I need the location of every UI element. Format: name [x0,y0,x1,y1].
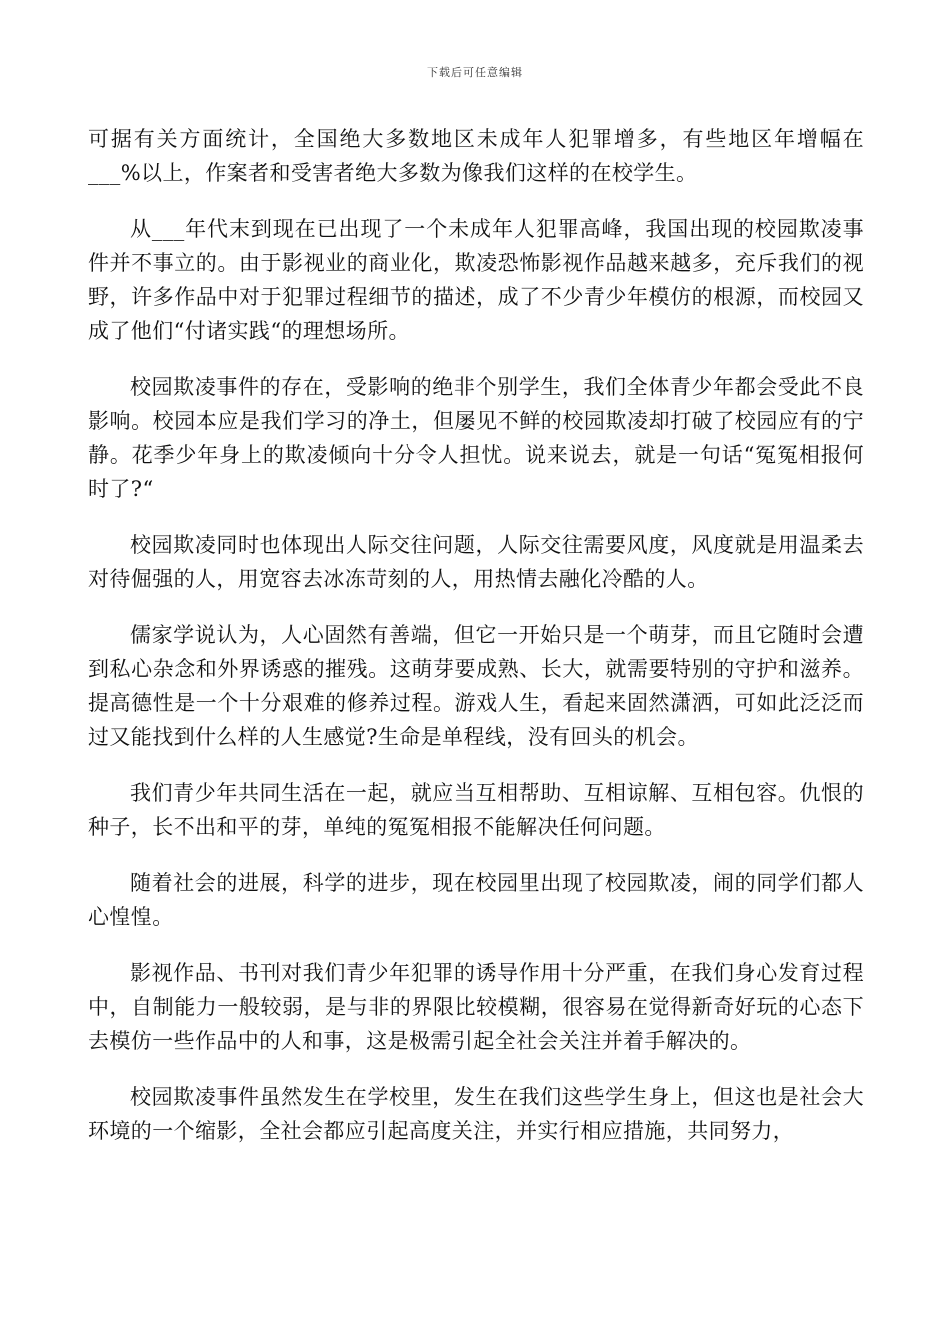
paragraph-7: 随着社会的进展，科学的进步，现在校园里出现了校园欺凌，闹的同学们都人心惶惶。 [88,871,864,929]
paragraph-1: 可据有关方面统计，全国绝大多数地区未成年人犯罪增多，有些地区年增幅在___%以上，作案者和受害者绝大多数为像我们这样的在校学生。 [88,127,864,185]
paragraph-2: 从___年代末到现在已出现了一个未成年人犯罪高峰，我国出现的校园欺凌事件并不事立的。由于影视业的商业化，欺凌恐怖影视作品越来越多，充斥我们的视野，许多作品中对于犯罪过程细节的描述，成了不少青少年模仿的根源，而校园又成了他们“付诸实践“的理想场所。 [88,217,864,343]
paragraph-8: 影视作品、书刊对我们青少年犯罪的诱导作用十分严重，在我们身心发育过程中，自制能力一般较弱，是与非的界限比较模糊，很容易在觉得新奇好玩的心态下去模仿一些作品中的人和事，这是极需引起全社会关注并着手解决的。 [88,961,864,1053]
page-header: 下载后可任意编辑 [427,66,523,79]
paragraph-3: 校园欺凌事件的存在，受影响的绝非个别学生，我们全体青少年都会受此不良影响。校园本应是我们学习的净土，但屡见不鲜的校园欺凌却打破了校园应有的宁静。花季少年身上的欺凌倾向十分令人担忧。说来说去，就是一句话“冤冤相报何时了?“ [88,375,864,501]
document-body [88,122,864,1170]
paragraph-4: 校园欺凌同时也体现出人际交往问题，人际交往需要风度，风度就是用温柔去对待倔强的人，用宽容去冰冻苛刻的人，用热情去融化冷酷的人。 [88,533,864,591]
paragraph-9: 校园欺凌事件虽然发生在学校里，发生在我们这些学生身上，但这也是社会大环境的一个缩影，全社会都应引起高度关注，并实行相应措施，共同努力， [88,1085,864,1143]
paragraph-6: 我们青少年共同生活在一起，就应当互相帮助、互相谅解、互相包容。仇恨的种子，长不出和平的芽，单纯的冤冤相报不能解决任何问题。 [88,781,864,839]
paragraph-5: 儒家学说认为，人心固然有善端，但它一开始只是一个萌芽，而且它随时会遭到私心杂念和外界诱惑的摧残。这萌芽要成熟、长大，就需要特别的守护和滋养。提高德性是一个十分艰难的修养过程。游戏人生，看起来固然潇洒，可如此泛泛而过又能找到什么样的人生感觉?生命是单程线，没有回头的机会。 [88,623,864,749]
